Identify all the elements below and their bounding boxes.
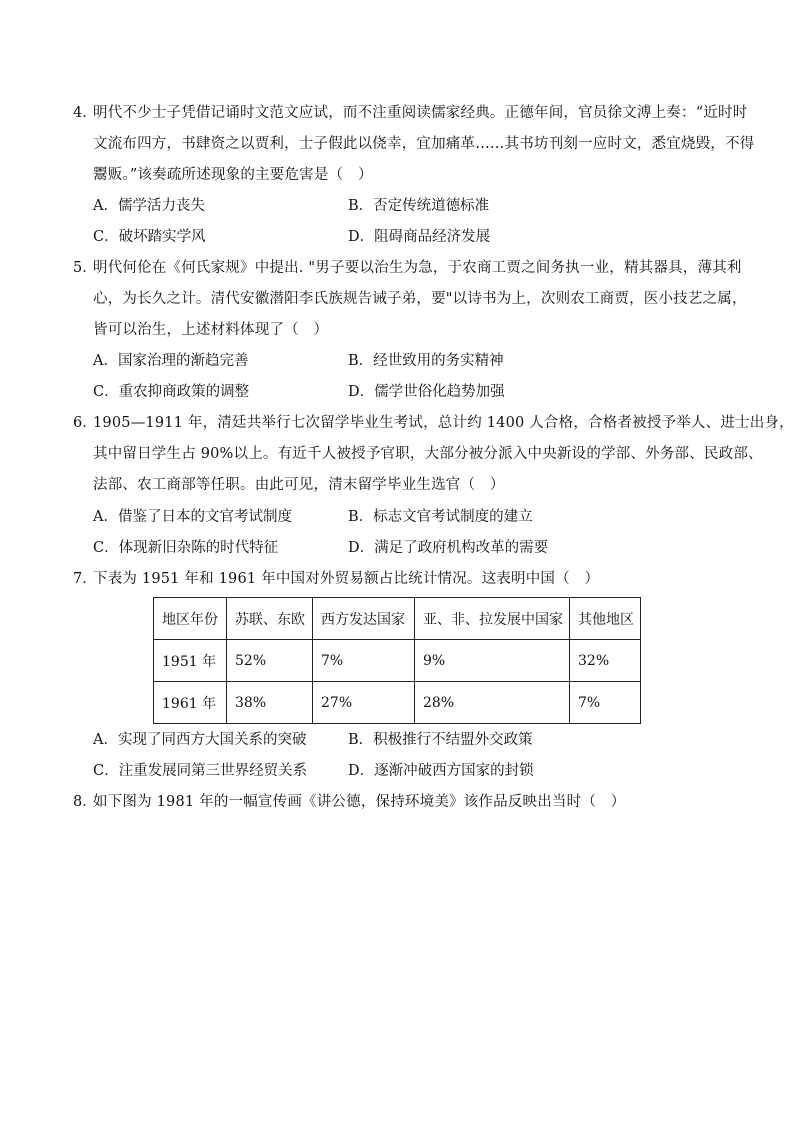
option-b[interactable]: B．标志文官考试制度的建立 [348,509,533,525]
table-header-row [154,598,641,640]
question-text-line: 鬻贩。”该奏疏所述现象的主要危害是（ ） [93,167,373,183]
option-c[interactable]: C．体现新旧杂陈的时代特征 [93,540,279,556]
question-number: 7． [73,571,97,587]
option-a[interactable]: A．儒学活力丧失 [93,198,205,214]
question-text-line: 皆可以治生，上述材料体现了（ ） [93,322,329,338]
table-cell: 1951 年 [154,640,227,682]
question-text-line: 明代何伦在《何氏家规》中提出. "男子要以治生为急，于农商工贾之间务执一业，精其器具，薄其利 [93,260,742,276]
table-cell: 32% [570,640,641,682]
question-text-line: 法部、农工商部等任职。由此可见，清末留学毕业生选官（ ） [93,477,505,493]
option-d[interactable]: D．阻碍商品经济发展 [348,229,491,245]
table-cell: 1961 年 [154,682,227,724]
option-d[interactable]: D．儒学世俗化趋势加强 [348,384,505,400]
table-header-cell: 地区年份 [154,598,227,640]
table-row [154,640,641,682]
question-number: 5． [73,260,97,276]
option-c[interactable]: C．重农抑商政策的调整 [93,384,250,400]
table-cell: 7% [570,682,641,724]
question-text-line: 文流布四方，书肆资之以贾利，士子假此以侥幸，宜加痛革……其书坊刊刻一应时文，悉宜烧毁，不得 [93,136,755,152]
table-header-cell: 苏联、东欧 [227,598,313,640]
option-d[interactable]: D．逐渐冲破西方国家的封锁 [348,763,534,779]
table-cell: 38% [227,682,313,724]
table-header-cell: 西方发达国家 [313,598,415,640]
question-text-line: 明代不少士子凭借记诵时文范文应试，而不注重阅读儒家经典。正德年间，官员徐文溥上奏：“近时时 [93,105,748,121]
table-cell: 27% [313,682,415,724]
option-a[interactable]: A．国家治理的渐趋完善 [93,353,249,369]
question-number: 4． [73,105,97,121]
trade-share-table [153,597,641,724]
option-d[interactable]: D．满足了政府机构改革的需要 [348,540,549,556]
option-b[interactable]: B．经世致用的务实精神 [348,353,504,369]
table-cell: 28% [415,682,570,724]
question-text-line: 下表为 1951 年和 1961 年中国对外贸易额占比统计情况。这表明中国（ ） [93,571,600,587]
table-header-cell: 其他地区 [570,598,641,640]
table-header-cell: 亚、非、拉发展中国家 [415,598,570,640]
option-b[interactable]: B．否定传统道德标准 [348,198,490,214]
option-b[interactable]: B．积极推行不结盟外交政策 [348,732,533,748]
table-cell: 9% [415,640,570,682]
table-row [154,682,641,724]
question-text-line: 心，为长久之计。清代安徽潜阳李氏族规告诫子弟，要"以诗书为上，次则农工商贾，医小技艺之属， [93,291,747,307]
option-c[interactable]: C．破坏踏实学风 [93,229,206,245]
table-cell: 7% [313,640,415,682]
question-text-line: 1905—1911 年，清廷共举行七次留学毕业生考试，总计约 1400 人合格，合格者被授予举人、进士出身， [93,415,794,431]
question-text-line: 如下图为 1981 年的一幅宣传画《讲公德，保持环境美》该作品反映出当时（ ） [93,794,626,810]
option-a[interactable]: A．借鉴了日本的文官考试制度 [93,509,292,525]
question-number: 6． [73,415,97,431]
option-c[interactable]: C．注重发展同第三世界经贸关系 [93,763,308,779]
question-number: 8． [73,794,97,810]
table-cell: 52% [227,640,313,682]
option-a[interactable]: A．实现了同西方大国关系的突破 [93,732,307,748]
question-text-line: 其中留日学生占 90%以上。有近千人被授予官职，大部分被分派入中央新设的学部、外务部、民政部、 [93,446,763,462]
